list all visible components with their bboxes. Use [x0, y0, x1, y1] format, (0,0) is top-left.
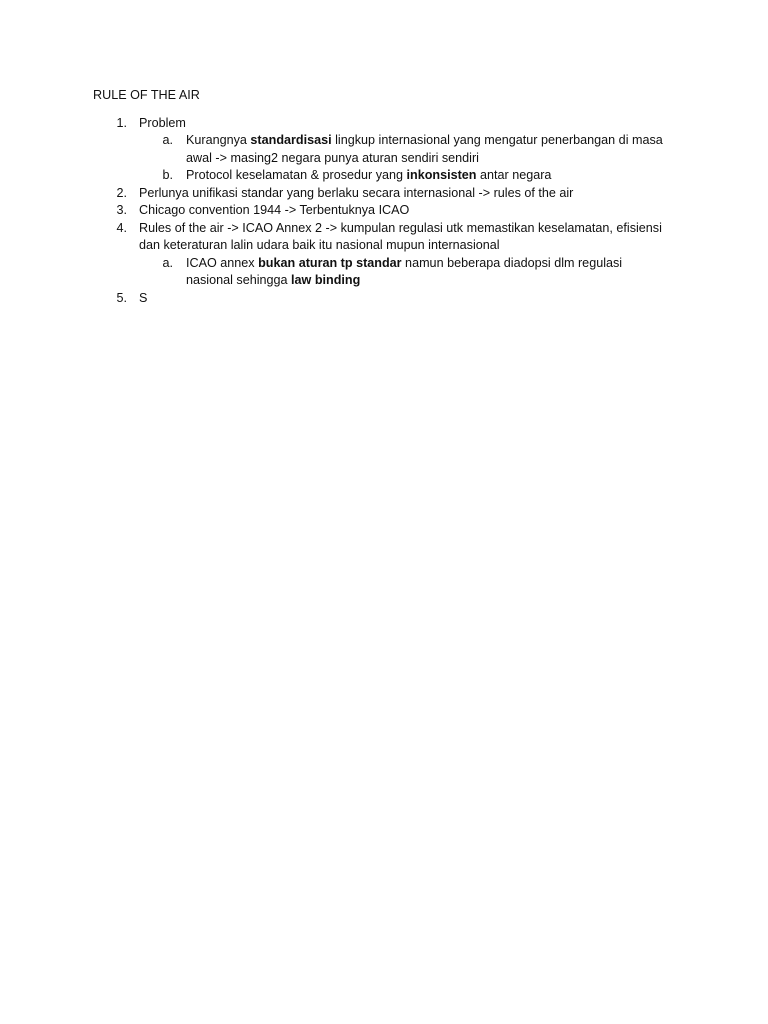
- sub-list-item-text-line2: [186, 272, 360, 290]
- text-run: namun beberapa diadopsi dlm regulasi: [401, 256, 623, 270]
- text-run: nasional sehingga: [186, 273, 292, 287]
- text-run: ICAO annex: [186, 256, 259, 270]
- list-item-text: Chicago convention 1944 -> Terbentuknya ICAO: [139, 203, 410, 217]
- bold-term: law binding: [291, 273, 361, 287]
- bold-term: standardisasi: [250, 133, 332, 147]
- document-title: RULE OF THE AIR: [93, 88, 200, 102]
- list-item-text: S: [139, 291, 148, 305]
- bold-term: inkonsisten: [406, 168, 477, 182]
- text-run: Protocol keselamatan & prosedur yang: [186, 168, 407, 182]
- list-item-text: Perlunya unifikasi standar yang berlaku secara internasional -> rules of the air: [139, 186, 574, 200]
- list-marker: 2.: [116, 186, 127, 200]
- list-item-text: Problem: [139, 116, 186, 130]
- sub-list-marker: a.: [162, 256, 173, 270]
- list-marker: 5.: [116, 291, 127, 305]
- text-run: antar negara: [476, 168, 552, 182]
- bold-term: bukan aturan tp standar: [258, 256, 402, 270]
- list-marker: 3.: [116, 203, 127, 217]
- sub-list-item-text-line1: [186, 255, 622, 273]
- list-item-text-line1: Rules of the air -> ICAO Annex 2 -> kumpulan regulasi utk memastikan keselamatan, efisiensi: [139, 221, 662, 235]
- sub-list-item-text-line1: [186, 132, 663, 150]
- sub-list-item-text-line2: awal -> masing2 negara punya aturan sendiri sendiri: [186, 151, 479, 165]
- text-run: Kurangnya: [186, 133, 251, 147]
- sub-list-marker: a.: [162, 133, 173, 147]
- list-item-text-line2: dan keteraturan lalin udara baik itu nasional mupun internasional: [139, 238, 500, 252]
- sub-list-item-text: [186, 167, 551, 185]
- sub-list-marker: b.: [162, 168, 173, 182]
- text-run: lingkup internasional yang mengatur penerbangan di masa: [331, 133, 663, 147]
- list-marker: 1.: [116, 116, 127, 130]
- list-marker: 4.: [116, 221, 127, 235]
